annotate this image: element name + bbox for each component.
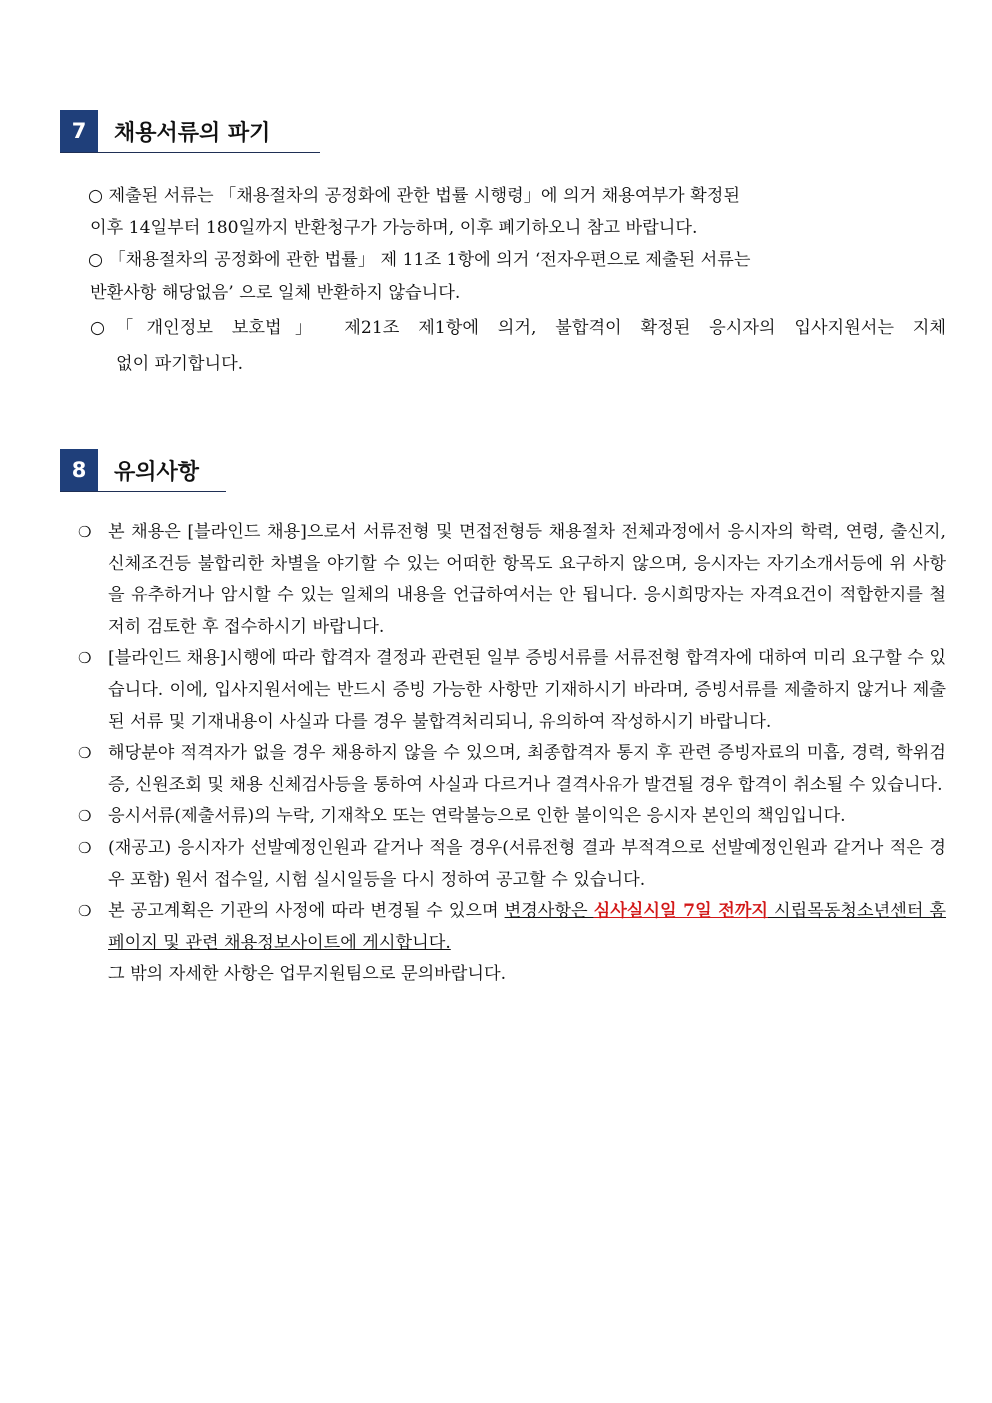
notice-underlined-start: 변경사항은 xyxy=(504,901,594,922)
list-item: ❍ 해당분야 적격자가 없을 경우 채용하지 않을 수 있으며, 최종합격자 통지 후 관련 증빙자료의 미흡, 경력, 학위검증, 신원조회 및 채용 신체검사등을 통하여 사실과 다르거나 결격사유가 발견될 경우 합격이 취소될 수 있습니다. xyxy=(78,738,946,801)
section-7-item-2-line-2: 반환사항 해당없음’ 으로 일체 반환하지 않습니다. xyxy=(90,283,461,303)
section-8-list xyxy=(78,517,946,991)
notice-underlined-end: 시립목동청소년센터 홈페이지 및 관련 채용정보사이트에 게시합니다. xyxy=(108,901,947,953)
section-7-header xyxy=(60,110,320,153)
section-7-number: 7 xyxy=(60,110,98,152)
section-8-number: 8 xyxy=(60,449,98,491)
bullet-icon: ❍ xyxy=(78,902,92,921)
list-item: ❍ (재공고) 응시자가 선발예정인원과 같거나 적을 경우(서류전형 결과 부적격으로 선발예정인원과 같거나 적은 경우 포함) 원서 접수일, 시험 실시일등을 다시 정하여 공고할 수 있습니다. xyxy=(78,833,946,896)
circle-bullet-icon: ○ xyxy=(88,250,103,270)
contact-note: 그 밖의 자세한 사항은 업무지원팀으로 문의바랍니다. xyxy=(108,964,507,985)
section-8-header xyxy=(60,449,226,492)
bullet-icon: ❍ xyxy=(78,744,92,763)
section-7-item-3-line-1: ○ 「개인정보 보호법」 제21조 제1항에 의거, 불합격이 확정된 응시자의 입사지원서는 지체 xyxy=(90,312,946,345)
section-7-title: 채용서류의 파기 xyxy=(114,120,271,146)
list-item: ❍ [블라인드 채용]시행에 따라 합격자 결정과 관련된 일부 증빙서류를 서류전형 합격자에 대하여 미리 요구할 수 있습니다. 이에, 입사지원서에는 반드시 증빙 가능한 사항만 기재하시기 바라며, 증빙서류를 제출하지 않거나 제출된 서류 및 기재내용이 사실과 다를 경우 불합격처리되니, 유의하여 작성하시기 바랍니다. xyxy=(78,643,946,738)
list-item xyxy=(78,896,946,991)
section-7-item-3-line-2: 없이 파기합니다. xyxy=(116,354,244,374)
bullet-icon: ❍ xyxy=(78,523,92,541)
circle-bullet-icon: ○ xyxy=(90,318,105,338)
list-item: ❍ 응시서류(제출서류)의 누락, 기재착오 또는 연락불능으로 인한 불이익은 응시자 본인의 책임입니다. xyxy=(78,801,946,833)
circle-bullet-icon: ○ xyxy=(88,186,103,206)
bullet-icon: ❍ xyxy=(78,838,92,857)
bullet-icon: ❍ xyxy=(78,649,92,668)
section-7-item-1-line-2: 이후 14일부터 180일까지 반환청구가 가능하며, 이후 폐기하오니 참고 바랍니다. xyxy=(90,218,698,238)
notice-deadline-highlight: 심사실시일 7일 전까지 xyxy=(593,901,768,922)
notice-change-text: 본 공고계획은 기관의 사정에 따라 변경될 수 있으며 xyxy=(108,901,505,922)
list-item: ❍ 본 채용은 [블라인드 채용]으로서 서류전형 및 면접전형등 채용절차 전체과정에서 응시자의 학력, 연령, 출신지, 신체조건등 불합리한 차별을 야기할 수 있는 어떠한 항목도 요구하지 않으며, 응시자는 자기소개서등에 위 사항을 유추하거나 암시할 수 있는 일체의 내용을 언급하여서는 안 됩니다. 응시희망자는 자격요건이 적합한지를 철저히 검토한 후 접수하시기 바랍니다. xyxy=(78,517,946,643)
bullet-icon: ❍ xyxy=(78,807,92,826)
section-7-item-1-line-1: ○ 제출된 서류는 「채용절차의 공정화에 관한 법률 시행령」에 의거 채용여부가 확정된 xyxy=(88,186,740,206)
section-7-item-2-line-1: ○ 「채용절차의 공정화에 관한 법률」 제 11조 1항에 의거 ‘전자우편으로 제출된 서류는 xyxy=(88,250,751,270)
section-8-title: 유의사항 xyxy=(114,459,200,485)
